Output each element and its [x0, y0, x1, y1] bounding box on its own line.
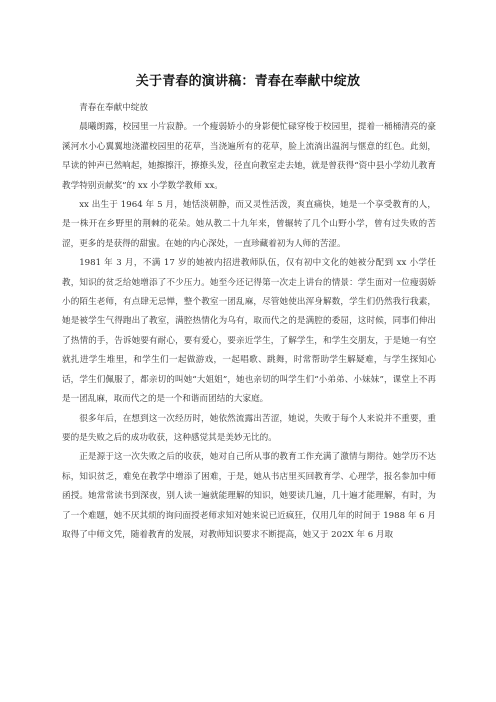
paragraph: 1981 年 3 月，不满 17 岁的她被内招进教师队伍，仅有初中文化的她被分配到 xx 小学任教，知识的贫乏给她增添了不少压力。她至今还记得第一次走上讲台的情景：学生面对一位瘦弱娇小的陌生老师，有点肆无忌惮，整个教室一团乱麻，尽管她使出浑身解数，学生们仍然我行我素，她是被学生气得跑出了教室，满腔热情化为乌有，取而代之的是满腔的委屈，这时候，同事们伸出了热情的手，告诉她要有耐心，要有爱心，要亲近学生，了解学生，和学生交朋友，于是她一有空就扎进学生堆里，和学生们一起做游戏，一起唱歌、跳舞，时常帮助学生解疑难，与学生探知心话，学生们佩服了，都亲切的叫她“大姐姐”，她也亲切的叫学生们“小弟弟、小妹妹”，课堂上不再是一团乱麻，取而代之的是一个和谐而团结的大家庭。 [62, 258, 436, 405]
document-body [62, 99, 436, 545]
paragraph: xx 出生于 1964 年 5 月，她恬淡朝静，而又灵性活泼，爽直痛快，她是一个享受教育的人，是一株开在乡野里的荆棘的花朵。她从教二十九年来，曾辗转了几个山野小学，曾有过失败的苦涩，更多的是获得的甜蜜。在她的内心深处，一直珍藏着初为人师的苦涩。 [62, 200, 436, 249]
paragraph: 晨曦朗露，校园里一片寂静。一个瘦弱娇小的身影便忙碌穿梭于校园里，提着一桶桶清亮的豪溪河水小心翼翼地浇灌校园里的花草，当浇遍所有的花草，脸上流淌出温润与惬意的红色。此刻，早读的钟声已然响起，她擦擦汗，撩撩头发，径直向教室走去她，就是曾获得“资中县小学幼儿教育教学特别贡献奖”的 xx 小学数学教师 xx。 [62, 122, 436, 191]
paragraph-subtitle: 青春在奉献中绽放 [79, 103, 148, 113]
paragraph: 很多年后，在想到这一次经历时，她依然流露出苦涩，她说，失败于每个人来说并不重要，重要的是失败之后的成功收获，这种感觉其是美妙无比的。 [62, 413, 436, 443]
document-title: 关于青春的演讲稿：青春在奉献中绽放 [135, 74, 361, 89]
paragraph: 正是源于这一次失败之后的收获，她对自己所从事的教育工作充满了激情与期待。她学历不达标，知识贫乏，难免在教学中增添了困难，于是，她从书店里买回教育学、心理学，报名参加中师函授。她常常读书到深夜，别人读一遍就能理解的知识，她要读几遍，几十遍才能理解，有时，为了一个难题，她不厌其烦的询问面授老师求知对她来说已近疯狂，仅用几年的时间于 1988 年 6 月取得了中师文凭，随着教育的发展，对教师知识要求不断提高，她又于 202X 年 6 月取 [62, 452, 436, 540]
